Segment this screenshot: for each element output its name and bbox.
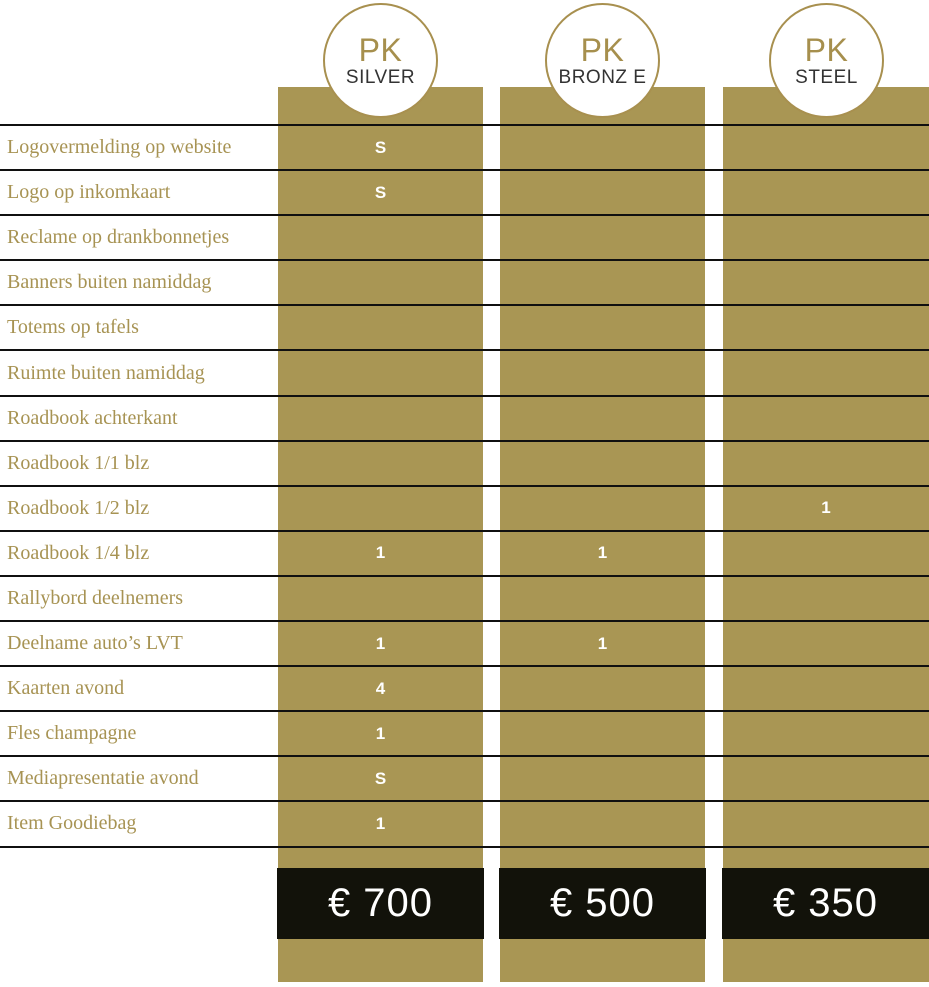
cell-steel: 1: [821, 498, 831, 518]
table-row: [0, 124, 929, 169]
cell-bronze: [500, 261, 705, 304]
table-row: [0, 214, 929, 259]
tier-logo: PK: [580, 31, 625, 68]
cell-bronze: 1: [597, 633, 608, 653]
row-label: Fles champagne: [7, 722, 137, 745]
cell-steel: [723, 802, 929, 845]
table-row: [0, 665, 929, 710]
row-label: Item Goodiebag: [7, 812, 137, 835]
cell-bronze: [500, 171, 705, 214]
row-label: Mediapresentatie avond: [7, 767, 199, 790]
cell-silver: 4: [375, 678, 386, 698]
cell-silver: [278, 487, 483, 530]
price-silver: € 700: [277, 868, 484, 939]
table-row: [0, 259, 929, 304]
row-label: Roadbook 1/2 blz: [7, 496, 150, 519]
cell-steel: [723, 532, 929, 575]
table-row: [0, 575, 929, 620]
table-row: [0, 304, 929, 349]
tier-name: STEEL: [795, 66, 858, 88]
cell-steel: [723, 667, 929, 710]
cell-steel: [723, 216, 929, 259]
cell-silver: [278, 261, 483, 304]
row-label: Deelname auto’s LVT: [7, 632, 183, 655]
cell-bronze: [500, 126, 705, 169]
cell-steel: [723, 306, 929, 349]
cell-bronze: [500, 397, 705, 440]
cell-silver: [278, 351, 483, 394]
cell-steel: [723, 622, 929, 665]
price-steel: € 350: [722, 868, 929, 939]
cell-bronze: [500, 712, 705, 755]
cell-silver: [278, 306, 483, 349]
tier-badge-silver: [323, 3, 438, 118]
row-label: Reclame op drankbonnetjes: [7, 226, 230, 249]
cell-silver: 1: [375, 723, 386, 743]
cell-bronze: [500, 802, 705, 845]
tier-name: SILVER: [345, 66, 416, 88]
cell-steel: [723, 171, 929, 214]
tier-logo: PK: [804, 31, 849, 68]
cell-steel: [723, 261, 929, 304]
table-row: [0, 620, 929, 665]
cell-silver: [278, 442, 483, 485]
cell-bronze: [500, 487, 705, 530]
row-label: Totems op tafels: [7, 316, 139, 339]
row-label: Banners buiten namiddag: [7, 271, 212, 294]
table-row: [0, 530, 929, 575]
cell-silver: [278, 216, 483, 259]
row-label: Logo op inkomkaart: [7, 181, 171, 204]
cell-silver: S: [374, 182, 387, 202]
cell-silver: S: [374, 137, 387, 157]
table-row: [0, 800, 929, 845]
row-label: Roadbook 1/4 blz: [7, 541, 150, 564]
tier-badge-steel: [769, 3, 884, 118]
price-bronze: € 500: [499, 868, 706, 939]
cell-bronze: [500, 667, 705, 710]
cell-silver: [278, 577, 483, 620]
row-label: Kaarten avond: [7, 677, 125, 700]
cell-steel: [723, 126, 929, 169]
table-row: [0, 755, 929, 800]
cell-steel: [723, 757, 929, 800]
cell-bronze: [500, 306, 705, 349]
table-row: [0, 710, 929, 755]
table-row: [0, 169, 929, 214]
table-row: [0, 349, 929, 394]
cell-bronze: [500, 216, 705, 259]
cell-bronze: 1: [597, 543, 608, 563]
tier-name: BRONZ E: [558, 66, 647, 88]
row-label: Roadbook achterkant: [7, 406, 178, 429]
table-row: [0, 395, 929, 440]
tier-logo: PK: [358, 31, 403, 68]
cell-silver: 1: [375, 543, 386, 563]
table-row: [0, 485, 929, 530]
row-label: Logovermelding op website: [7, 136, 232, 159]
cell-bronze: [500, 577, 705, 620]
cell-steel: [723, 351, 929, 394]
cell-silver: 1: [375, 813, 386, 833]
row-label: Rallybord deelnemers: [7, 586, 184, 609]
row-label: Ruimte buiten namiddag: [7, 361, 205, 384]
cell-steel: [723, 442, 929, 485]
cell-steel: [723, 397, 929, 440]
table-row: [0, 440, 929, 485]
cell-steel: [723, 712, 929, 755]
tier-badge-bronze: [545, 3, 660, 118]
cell-steel: [723, 577, 929, 620]
cell-bronze: [500, 351, 705, 394]
cell-bronze: [500, 442, 705, 485]
cell-silver: 1: [375, 633, 386, 653]
feature-rows: [0, 124, 929, 848]
row-label: Roadbook 1/1 blz: [7, 451, 150, 474]
cell-bronze: [500, 757, 705, 800]
cell-silver: S: [374, 768, 387, 788]
cell-silver: [278, 397, 483, 440]
